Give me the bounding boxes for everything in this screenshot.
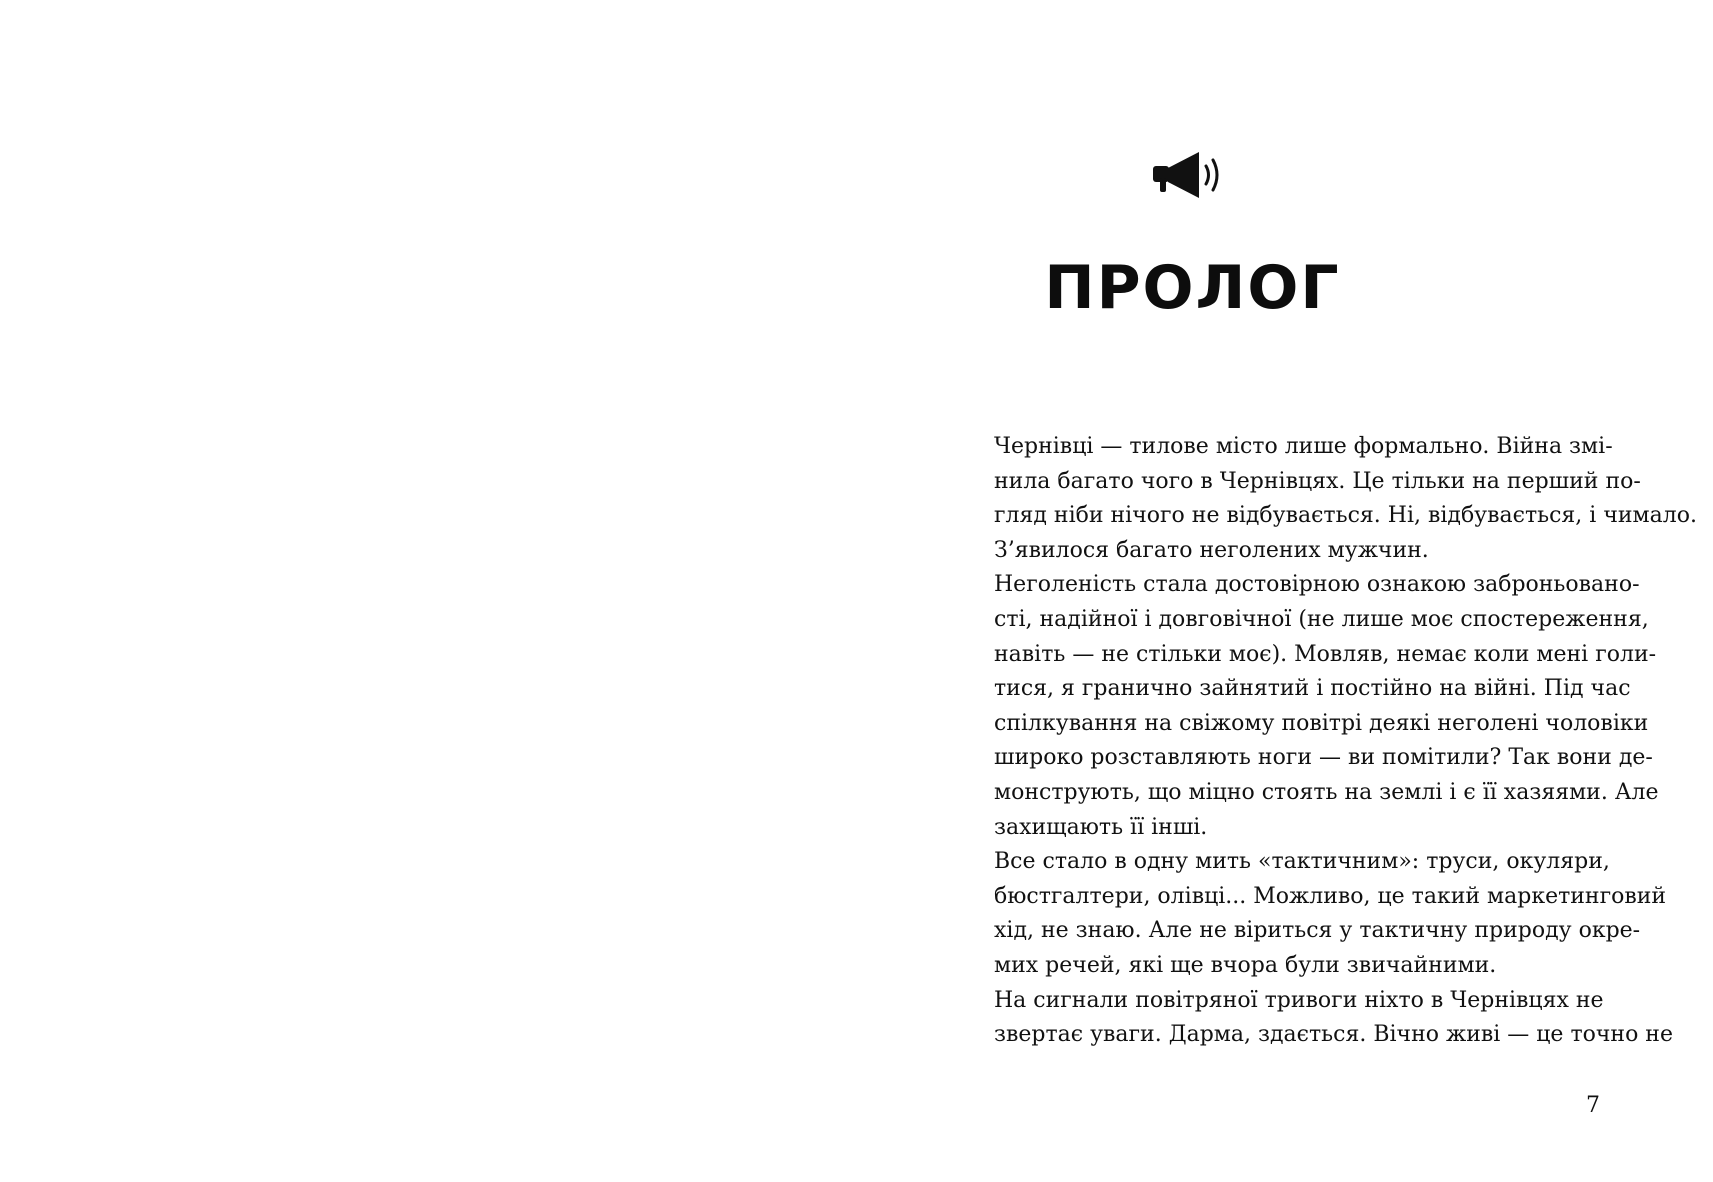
text-line: звертає уваги. Дарма, здається. Вічно живі — це точно не	[994, 1022, 1673, 1048]
page-number: 7	[1586, 1093, 1600, 1118]
text-line: Все стало в одну мить «тактичним»: труси, окуляри,	[994, 849, 1610, 875]
paragraph	[972, 845, 1667, 983]
text-line: навіть — не стільки моє). Мовляв, немає коли мені голи-	[994, 641, 1657, 667]
megaphone-icon	[1151, 148, 1231, 204]
text-line: спілкування на свіжому повітрі деякі неголені чоловіки	[994, 710, 1649, 736]
paragraph	[972, 568, 1659, 845]
text-line: Неголеність стала достовірною ознакою заброньовано-	[994, 572, 1640, 598]
text-line: бюстгалтери, олівці... Можливо, це такий маркетинговий	[994, 883, 1667, 909]
right-page	[856, 0, 1713, 1182]
text-line: З’явилося багато неголених мужчин.	[994, 537, 1429, 563]
text-line: Чернівці — тилове місто лише формально. Війна змі-	[994, 434, 1613, 459]
text-line: широко розставляють ноги — ви помітили? Так вони де-	[994, 745, 1653, 771]
paragraph	[972, 534, 1600, 569]
text-line: нила багато чого в Чернівцях. Це тільки на перший по-	[994, 468, 1641, 494]
text-line: На сигнали повітряної тривоги ніхто в Чернівцях не	[994, 987, 1604, 1013]
body-text	[972, 430, 1697, 1053]
chapter-title: ПРОЛОГ	[1044, 253, 1341, 323]
text-line: гляд ніби нічого не відбувається. Ні, відбувається, і чимало.	[994, 503, 1697, 529]
text-line: тися, я гранично зайнятий і постійно на війні. Під час	[994, 676, 1631, 702]
text-line: захищають її інші.	[994, 814, 1208, 840]
paragraph	[972, 984, 1673, 1053]
text-line: монструють, що міцно стоять на землі і є її хазяями. Але	[994, 779, 1659, 805]
text-line: сті, надійної і довговічної (не лише моє спостереження,	[994, 606, 1649, 632]
paragraph	[972, 430, 1697, 534]
text-line: хід, не знаю. Але не віриться у тактичну природу окре-	[994, 918, 1641, 944]
left-page-blank	[0, 0, 856, 1182]
text-line: мих речей, які ще вчора були звичайними.	[994, 952, 1497, 978]
